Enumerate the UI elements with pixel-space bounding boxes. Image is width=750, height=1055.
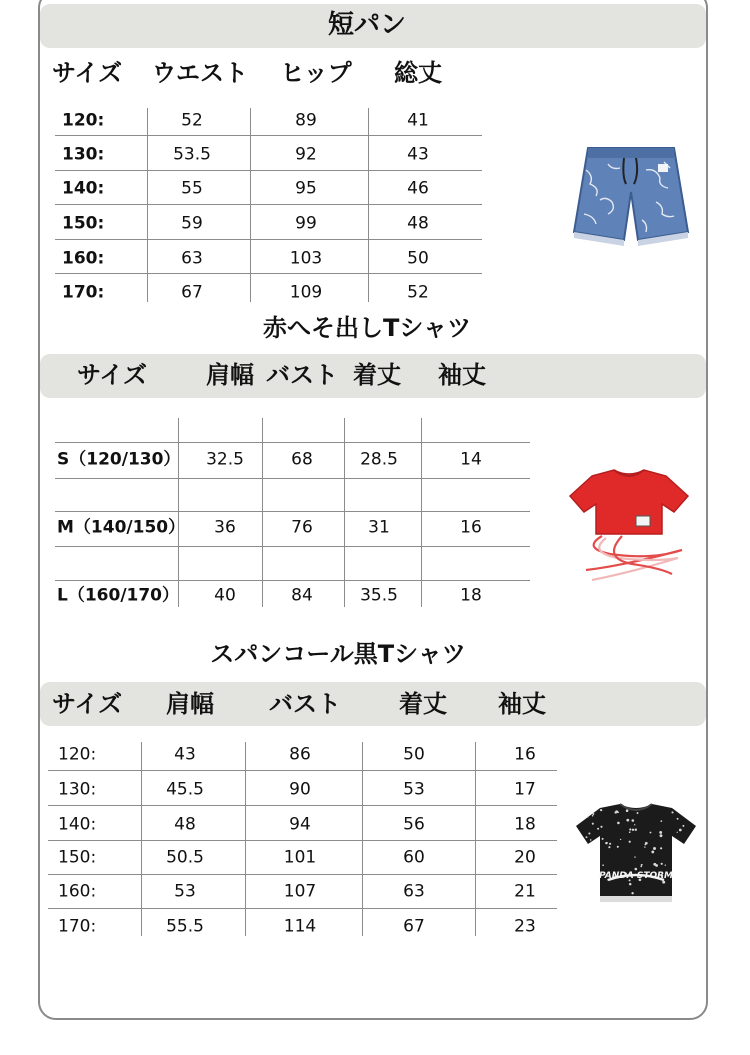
table-column-divider [362,742,363,936]
table-cell: 41 [407,110,429,131]
table-cell: 48 [174,814,196,835]
table-cell: 43 [407,144,429,165]
size-label: 160: [62,248,105,269]
table-cell: 94 [289,814,311,835]
table-column-divider [250,108,251,302]
table-cell: 63 [403,881,425,902]
size-label: S（120/130） [57,449,181,470]
table-cell: 46 [407,178,429,199]
table-cell: 92 [295,144,317,165]
table-column-divider [421,418,422,607]
table-cell: 99 [295,213,317,234]
table-cell: 48 [407,213,429,234]
table-cell: 16 [460,517,482,538]
table-cell: 20 [514,847,536,868]
table-cell: 50 [403,744,425,765]
black-tshirt-header-size: サイズ [52,690,123,718]
size-label: 140: [62,178,105,199]
table-cell: 35.5 [360,585,398,606]
table-cell: 89 [295,110,317,131]
size-label: L（160/170） [57,585,180,606]
size-label: 120: [62,110,105,131]
table-cell: 60 [403,847,425,868]
black-tshirt-header-length: 着丈 [399,690,447,718]
table-cell: 52 [407,282,429,303]
table-cell: 114 [283,916,317,937]
table-cell: 68 [291,449,313,470]
size-label: 140: [58,814,97,835]
table-cell: 84 [291,585,313,606]
table-cell: 90 [289,779,311,800]
table-cell: 52 [181,110,203,131]
shorts-header-length: 総丈 [394,59,442,87]
table-row-divider [55,478,530,479]
table-column-divider [368,108,369,302]
black-sequin-tshirt-icon [572,800,700,908]
table-column-divider [178,418,179,607]
table-cell: 76 [291,517,313,538]
table-cell: 67 [403,916,425,937]
size-label: 130: [62,144,105,165]
table-row-divider [55,442,530,443]
panda-storm-logo-text: PANDA STORM [599,871,673,881]
table-column-divider [147,108,148,302]
table-cell: 109 [289,282,323,303]
table-column-divider [141,742,142,936]
table-row-divider [55,273,482,274]
table-cell: 63 [181,248,203,269]
table-row-divider [55,580,530,581]
table-cell: 17 [514,779,536,800]
size-label: 160: [58,881,97,902]
table-cell: 14 [460,449,482,470]
table-cell: 103 [289,248,323,269]
table-column-divider [475,742,476,936]
black-tshirt-header-sleeve: 袖丈 [498,690,546,718]
table-row-divider [55,511,530,512]
red-tshirt-header-size: サイズ [76,361,148,389]
table-cell: 55 [181,178,203,199]
red-tshirt-header-length: 着丈 [353,361,401,389]
table-cell: 107 [283,881,317,902]
table-cell: 32.5 [206,449,244,470]
table-cell: 86 [289,744,311,765]
table-row-divider [48,874,557,875]
table-cell: 31 [368,517,390,538]
shorts-section-title: 短パン [327,10,407,40]
table-cell: 95 [295,178,317,199]
table-row-divider [48,908,557,909]
table-cell: 21 [514,881,536,902]
table-cell: 45.5 [166,779,204,800]
red-tshirt-section-title: 赤へそ出しTシャツ [263,314,471,342]
shorts-header-waist: ウエスト [152,59,248,87]
shorts-header-size: サイズ [52,59,123,87]
table-cell: 53 [403,779,425,800]
red-tshirt-header-shoulder: 肩幅 [206,361,254,389]
denim-shorts-icon [566,140,696,255]
table-cell: 18 [514,814,536,835]
size-label: 150: [58,847,97,868]
table-cell: 101 [283,847,317,868]
table-cell: 43 [174,744,196,765]
table-cell: 53 [174,881,196,902]
table-cell: 55.5 [166,916,204,937]
table-column-divider [344,418,345,607]
size-label: 170: [62,282,105,303]
red-tshirt-header-bust: バスト [266,361,338,389]
table-row-divider [55,546,530,547]
black-tshirt-header-band [40,682,706,726]
black-tshirt-section-title: スパンコール黒Tシャツ [210,640,466,668]
table-cell: 50 [407,248,429,269]
red-crop-tshirt-icon [562,462,697,587]
table-cell: 59 [181,213,203,234]
black-tshirt-header-shoulder: 肩幅 [166,690,214,718]
table-cell: 16 [514,744,536,765]
red-tshirt-header-sleeve: 袖丈 [438,361,486,389]
shorts-header-hip: ヒップ [280,59,352,87]
table-row-divider [48,770,557,771]
table-cell: 28.5 [360,449,398,470]
table-column-divider [245,742,246,936]
size-label: M（140/150） [57,517,186,538]
black-tshirt-header-bust: バスト [269,690,341,718]
size-label: 170: [58,916,97,937]
table-cell: 23 [514,916,536,937]
size-label: 150: [62,213,105,234]
table-row-divider [55,170,482,171]
table-cell: 18 [460,585,482,606]
table-row-divider [55,135,482,136]
table-cell: 50.5 [166,847,204,868]
table-cell: 36 [214,517,236,538]
size-label: 130: [58,779,97,800]
table-cell: 67 [181,282,203,303]
table-row-divider [55,239,482,240]
table-column-divider [262,418,263,607]
table-row-divider [55,204,482,205]
table-row-divider [48,805,557,806]
table-cell: 40 [214,585,236,606]
table-cell: 53.5 [173,144,211,165]
table-cell: 56 [403,814,425,835]
size-label: 120: [58,744,97,765]
table-row-divider [48,840,557,841]
